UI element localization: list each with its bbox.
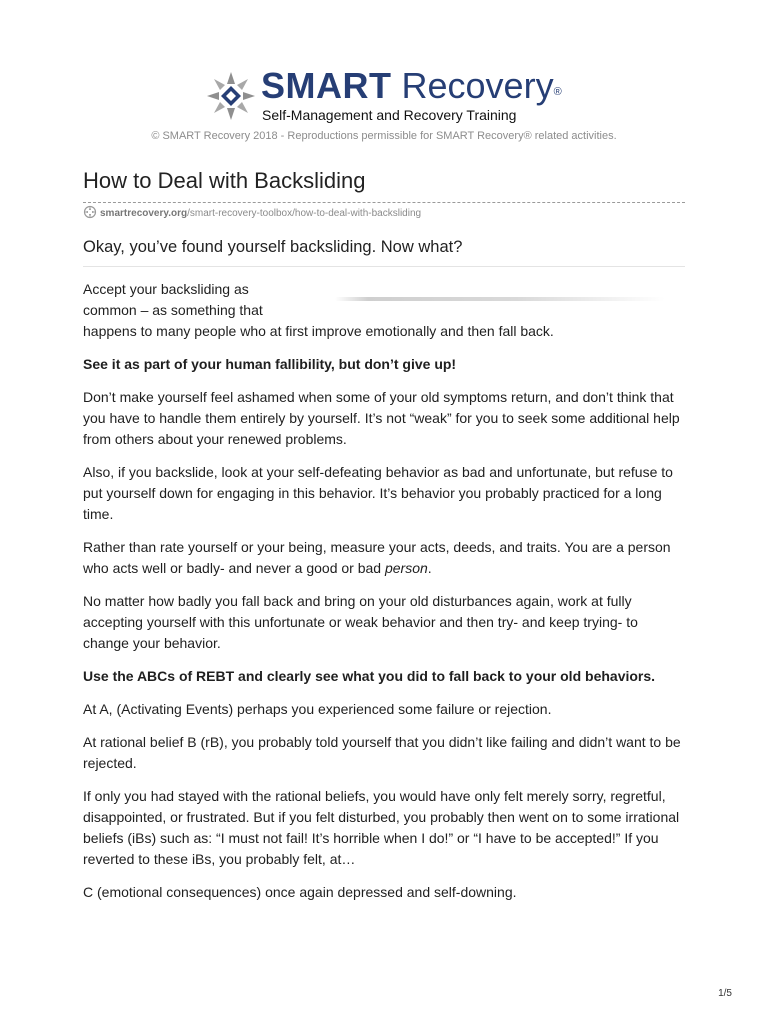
brand-smart: SMART — [261, 65, 392, 106]
paragraph-rate-acts-text: Rather than rate yourself or your being, measure your acts, deeds, and traits. You are a person who acts well or badly- and never a good or bad — [83, 539, 671, 576]
article-subtitle: Okay, you’ve found yourself backsliding. Now what? — [83, 236, 685, 267]
page-title: How to Deal with Backsliding — [83, 168, 366, 193]
smart-recovery-logo-icon — [205, 70, 257, 122]
title-divider — [83, 202, 685, 203]
registered-mark: ® — [553, 86, 562, 98]
paragraph-activating-events: At A, (Activating Events) perhaps you experienced some failure or rejection. — [83, 701, 552, 717]
copyright-notice: © SMART Recovery 2018 - Reproductions permissible for SMART Recovery® related activities. — [151, 130, 617, 142]
paragraph-self-defeating: Also, if you backslide, look at your self-defeating behavior as bad and unfortunate, but refuse to put yourself down for engaging in this behavior. It’s behavior you probably practiced for a long time. — [83, 464, 673, 522]
paragraph-consequences: C (emotional consequences) once again depressed and self-downing. — [83, 884, 517, 900]
paragraph-rate-acts-end: . — [427, 560, 432, 576]
paragraph-accept-self: No matter how badly you fall back and bring on your old disturbances again, work at fully accepting yourself with this unfortunate or weak behavior and then try- and keep trying- to change your behavior. — [83, 593, 638, 651]
intro-line-2: common – as something that — [83, 302, 263, 318]
paragraph-rate-acts-emphasis: person — [384, 560, 428, 576]
paragraph-abcs-heading: Use the ABCs of REBT and clearly see what you did to fall back to your old behaviors. — [83, 668, 656, 684]
brand-tagline: Self-Management and Recovery Training — [262, 107, 517, 123]
intro-column — [83, 279, 313, 321]
intro-block — [83, 279, 685, 342]
brand-recovery: Recovery — [401, 65, 554, 106]
paragraph-shame: Don’t make yourself feel ashamed when some of your old symptoms return, and don’t think that you have to handle them entirely by yourself. It’s not “weak” for you to seek some additional help from others about your renewed problems. — [83, 389, 680, 447]
paragraph-irrational-beliefs: If only you had stayed with the rational beliefs, you would have only felt merely sorry, regretful, disappointed, or frustrated. But if you felt disturbed, you probably then went on to some irrational beliefs (iBs) such as: “I must not fail! It’s horrible when I do!” or “I have to be accepted!” If you reverted to these iBs, you probably felt, at… — [83, 788, 680, 867]
source-path[interactable]: /smart-recovery-toolbox/how-to-deal-with-backsliding — [187, 208, 422, 219]
decorative-divider — [335, 297, 665, 301]
brand-name — [261, 66, 562, 106]
paragraph-fallibility: See it as part of your human fallibility, but don’t give up! — [83, 356, 457, 372]
intro-line-1: Accept your backsliding as — [83, 281, 249, 297]
page-number: 1/5 — [718, 988, 732, 999]
paragraph-rational-belief: At rational belief B (rB), you probably told yourself that you didn’t like failing and didn’t want to be rejected. — [83, 734, 681, 771]
article-content — [83, 166, 685, 915]
source-url[interactable] — [83, 205, 685, 221]
site-favicon-icon — [83, 205, 97, 219]
paragraph-rate-acts — [83, 537, 685, 579]
source-domain[interactable]: smartrecovery.org — [100, 208, 188, 219]
intro-line-3: happens to many people who at first improve emotionally and then fall back. — [83, 323, 554, 339]
